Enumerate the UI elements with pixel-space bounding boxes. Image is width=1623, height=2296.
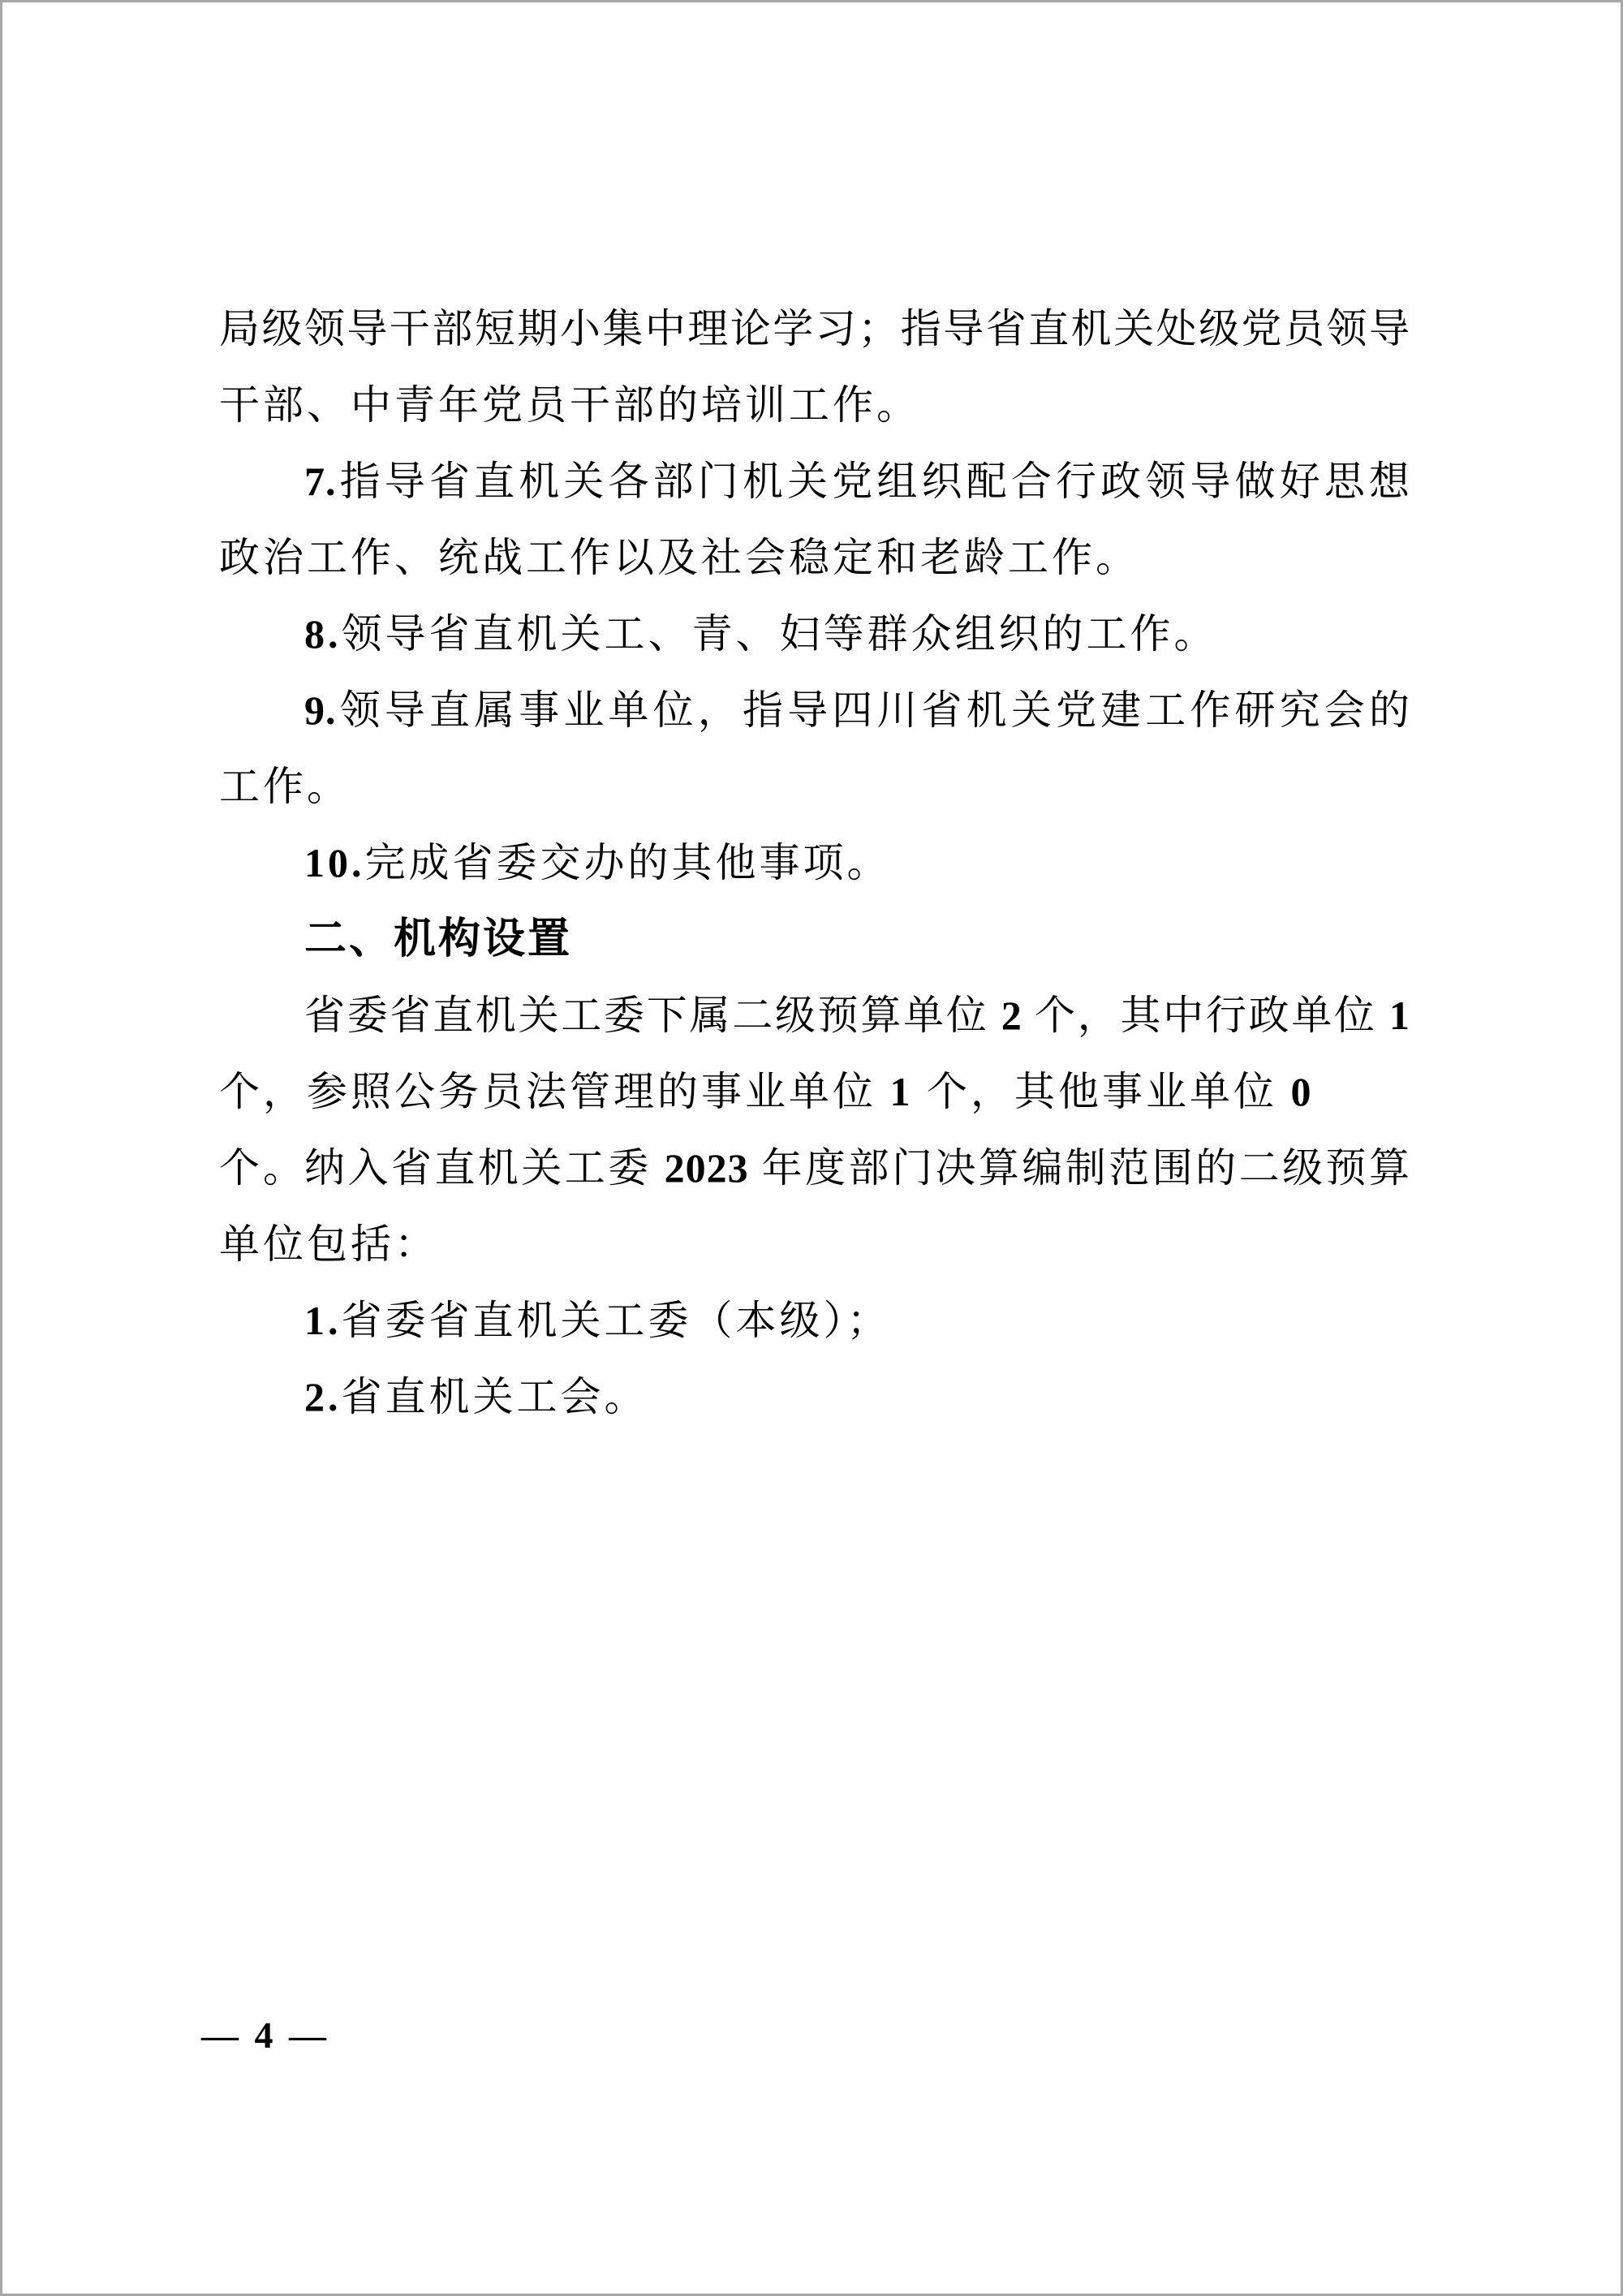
bold-number-run: 2 bbox=[1001, 993, 1022, 1038]
text-run: 个，参照公务员法管理的事业单位 bbox=[219, 1069, 890, 1114]
bold-number-run: 二、机构设置 bbox=[304, 915, 573, 963]
text-run: 个，其中行政单位 bbox=[1022, 993, 1390, 1038]
text-run: 省委省直机关工委下属二级预算单位 bbox=[304, 993, 1001, 1038]
page-number: — 4 — bbox=[201, 2014, 329, 2056]
text-run: 省委省直机关工委（本级）； bbox=[341, 1298, 891, 1343]
text-run: 个，其他事业单位 bbox=[913, 1069, 1291, 1114]
bold-number-run: 8. bbox=[304, 611, 342, 657]
bold-number-run: 7. bbox=[304, 459, 337, 504]
text-run: 年度部门决算编制范围的二级预算 bbox=[748, 1145, 1410, 1191]
body-line-13 bbox=[219, 1206, 1410, 1282]
bold-number-run: 1 bbox=[889, 1069, 914, 1114]
text-run: 政治工作、统战工作以及社会稳定和老龄工作。 bbox=[219, 535, 1139, 580]
body-line-10 bbox=[219, 977, 1410, 1053]
body-line-8 bbox=[219, 825, 1410, 901]
bold-number-run: 0 bbox=[1290, 1069, 1315, 1114]
text-run: 领导省直机关工、青、妇等群众组织的工作。 bbox=[341, 611, 1218, 657]
text-run: 个。 bbox=[219, 1145, 307, 1191]
section-heading bbox=[219, 901, 1410, 977]
bold-number-run: 10. bbox=[304, 840, 365, 885]
bold-number-run: 2023 bbox=[664, 1145, 749, 1191]
body-line-7 bbox=[219, 748, 1410, 825]
body-line-1 bbox=[219, 291, 1410, 367]
body-line-12 bbox=[219, 1130, 1410, 1206]
text-run: 省直机关工会。 bbox=[341, 1374, 648, 1419]
text-run: 纳入省直机关工委 bbox=[304, 1145, 665, 1191]
bold-number-run: 9. bbox=[304, 687, 337, 733]
text-run: 指导省直机关各部门机关党组织配合行政领导做好思想 bbox=[336, 459, 1410, 504]
body-line-4 bbox=[219, 519, 1410, 596]
text-run: 工作。 bbox=[219, 764, 351, 809]
text-run: 干部、中青年党员干部的培训工作。 bbox=[219, 382, 920, 428]
text-run: 单位包括： bbox=[219, 1221, 438, 1267]
text-run: 领导直属事业单位，指导四川省机关党建工作研究会的 bbox=[336, 687, 1410, 733]
document-body bbox=[219, 291, 1410, 1435]
body-line-14 bbox=[219, 1282, 1410, 1359]
text-run: 完成省委交办的其他事项。 bbox=[364, 840, 891, 885]
body-line-6 bbox=[219, 672, 1410, 748]
text-run: 局级领导干部短期小集中理论学习；指导省直机关处级党员领导 bbox=[219, 306, 1410, 351]
bold-number-run: 2. bbox=[304, 1374, 342, 1419]
body-line-3 bbox=[219, 443, 1410, 519]
body-line-2 bbox=[219, 367, 1410, 443]
bold-number-run: 1 bbox=[1389, 993, 1411, 1038]
body-line-5 bbox=[219, 596, 1410, 672]
body-line-15 bbox=[219, 1359, 1410, 1435]
bold-number-run: 1. bbox=[304, 1298, 342, 1343]
